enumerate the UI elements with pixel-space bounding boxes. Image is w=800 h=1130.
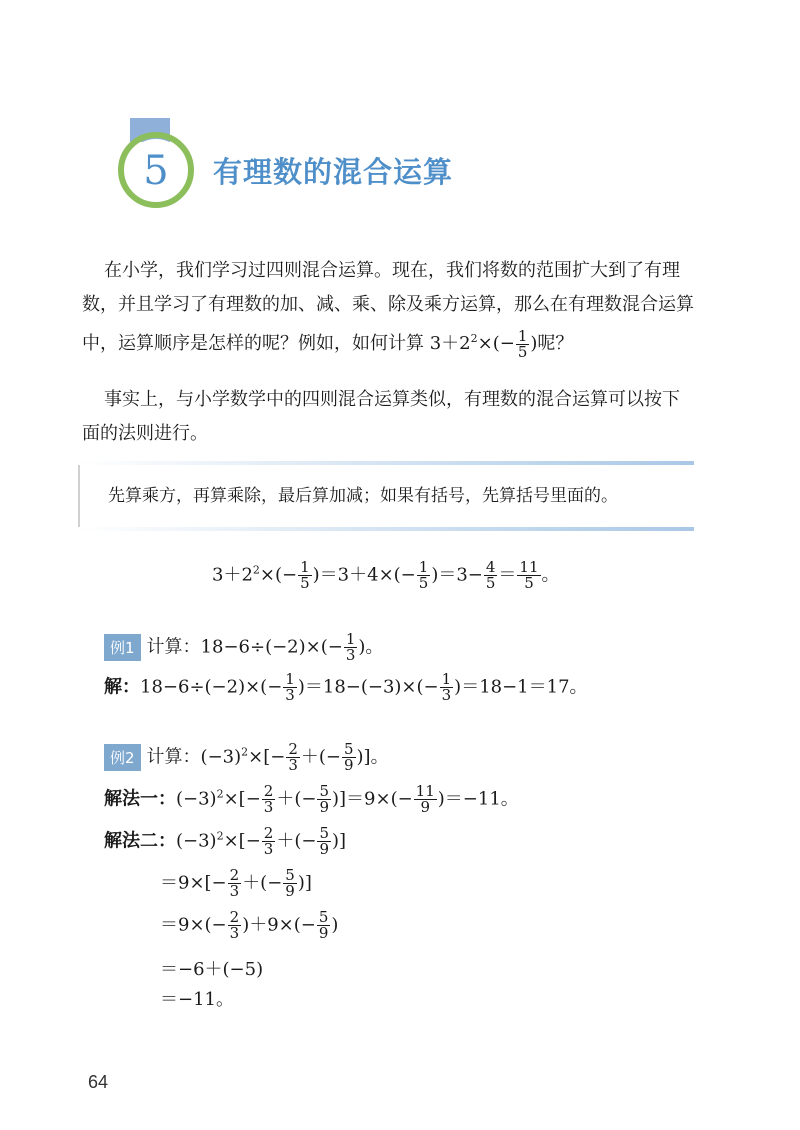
example2-method2-line5: ＝−11。 bbox=[160, 989, 234, 1010]
example2-method2-line4: ＝−6＋(−5) bbox=[160, 959, 264, 980]
fact-line-2: 面的法则进行。 bbox=[82, 423, 208, 444]
example2-problem: 例2 计算：$(-3)^2\times[-$ $\frac{2}{3}$ ＋(− $\frac{5}{9}$ )]。 bbox=[104, 742, 389, 773]
example2-method2-label: 解法二： bbox=[104, 830, 176, 852]
intro-line-1: 在小学，我们学习过四则混合运算。现在，我们将数的范围扩大到了有理 bbox=[104, 260, 680, 281]
example2-method2-line2: ＝9×[− $\frac{2}{3}$ ＋(− $\frac{5}{9}$ )] bbox=[160, 866, 312, 900]
example2-badge: 例2 bbox=[104, 744, 141, 771]
fact-line-1: 事实上，与小学数学中的四则混合运算类似，有理数的混合运算可以按下 bbox=[104, 389, 680, 410]
example2-prompt: 计算： bbox=[146, 746, 201, 768]
example1-solution-label: 解： bbox=[104, 676, 140, 698]
fact-paragraph bbox=[82, 383, 722, 451]
example2-method1: 解法一：$(-3)^2\times[-$ $\frac{2}{3}$ ＋(− $\frac{5}{9}$ )]＝9×(− $\frac{11}{9}$ )＝−11。 bbox=[104, 782, 519, 816]
example2-method2-line3: ＝9×(− $\frac{2}{3}$ )＋9×(− $\frac{5}{9}$ ) bbox=[160, 908, 339, 942]
intro-line-3-post: 呢？ bbox=[537, 333, 574, 354]
example1-prompt: 计算： bbox=[146, 636, 201, 658]
rule-box bbox=[78, 461, 694, 531]
intro-paragraph bbox=[82, 254, 722, 361]
example2-method1-label: 解法一： bbox=[104, 788, 176, 810]
intro-expression: $3+2^2\times(-$ $\frac{1}{5}$ ) bbox=[429, 326, 538, 361]
example1-solution: 解：18−6÷(−2)×(− $\frac{1}{3}$ )＝18−(−3)×(− $\frac{1}{3}$ )＝18−1＝17。 bbox=[104, 670, 588, 704]
rule-text: 先算乘方，再算乘除，最后算加减；如果有括号，先算括号里面的。 bbox=[108, 486, 618, 506]
intro-line-2: 数，并且学习了有理数的加、减、乘、除及乘方运算，那么在有理数混合运算 bbox=[82, 294, 694, 315]
section-number: 5 bbox=[143, 148, 169, 194]
worked-expression: $3+2^2\times(-$ $\frac{1}{5}$ )＝3＋4×(− $\frac{1}{5}$ )＝3− $\frac{4}{5}$ ＝ $\frac{11}{5}$ 。 bbox=[212, 558, 560, 592]
example2-method2-line1: 解法二：$(-3)^2\times[-$ $\frac{2}{3}$ ＋(− $\frac{5}{9}$ )] bbox=[104, 824, 347, 858]
section-title: 有理数的混合运算 bbox=[213, 155, 454, 189]
intro-line-3-pre: 中，运算顺序是怎样的呢？例如，如何计算 bbox=[82, 333, 424, 354]
intro-line-3 bbox=[82, 322, 722, 361]
example1-badge: 例1 bbox=[104, 634, 141, 661]
page-number: 64 bbox=[88, 1072, 109, 1092]
section-number-badge bbox=[108, 110, 198, 210]
example1-problem: 例1 计算：18−6÷(−2)×(− $\frac{1}{3}$ )。 bbox=[104, 632, 383, 663]
